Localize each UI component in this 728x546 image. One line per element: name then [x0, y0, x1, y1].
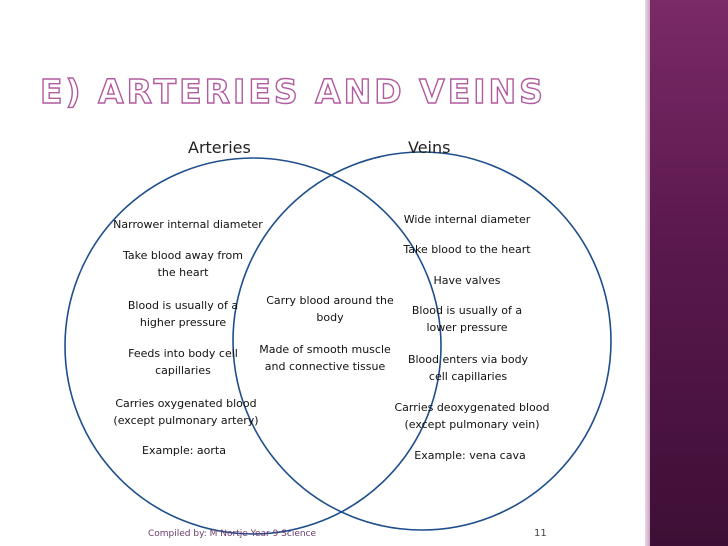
- arteries-item: [108, 297, 258, 331]
- item-line: Take blood to the heart: [403, 243, 531, 256]
- item-line: Feeds into body cell: [128, 347, 238, 360]
- item-line: Example: aorta: [142, 444, 226, 457]
- item-line: lower pressure: [426, 321, 508, 334]
- item-line: the heart: [157, 266, 209, 279]
- arteries-item: [106, 395, 266, 429]
- item-line: cell capillaries: [428, 370, 508, 383]
- item-line: Example: vena cava: [414, 449, 526, 462]
- item-line: Blood is usually of a: [411, 304, 523, 317]
- item-line: Carries oxygenated blood: [115, 397, 257, 410]
- item-line: Blood is usually of a: [127, 299, 239, 312]
- arteries-item: [108, 345, 258, 379]
- veins-item: [395, 447, 545, 464]
- overlap-item: [255, 292, 405, 326]
- veins-label: Veins: [408, 138, 451, 157]
- page-number: 11: [534, 528, 547, 539]
- item-line: Made of smooth muscle: [259, 343, 391, 356]
- item-line: Carry blood around the: [266, 294, 394, 307]
- item-line: Wide internal diameter: [403, 213, 531, 226]
- item-line: body: [316, 311, 344, 324]
- arteries-item: [113, 216, 263, 233]
- arteries-label: Arteries: [188, 138, 251, 157]
- slide-title: E) ARTERIES AND VEINS: [40, 72, 546, 111]
- item-line: and connective tissue: [264, 360, 386, 373]
- veins-item: [392, 241, 542, 258]
- veins-item: [392, 272, 542, 289]
- arteries-item: [109, 442, 259, 459]
- slide-footer: Compiled by: M Nortje Year 9 Science: [148, 529, 317, 539]
- item-line: Blood enters via body: [407, 353, 529, 366]
- item-line: Narrower internal diameter: [113, 218, 263, 231]
- overlap-item: [250, 341, 400, 375]
- veins-item: [392, 211, 542, 228]
- item-line: Have valves: [433, 274, 501, 287]
- arteries-item: [108, 247, 258, 281]
- item-line: Carries deoxygenated blood: [394, 401, 550, 414]
- veins-item: [392, 302, 542, 336]
- veins-item: [393, 351, 543, 385]
- item-line: (except pulmonary artery): [113, 414, 259, 427]
- item-line: Take blood away from: [123, 249, 243, 262]
- item-line: capillaries: [155, 364, 211, 377]
- item-line: higher pressure: [139, 316, 227, 329]
- veins-item: [389, 399, 555, 433]
- item-line: (except pulmonary vein): [404, 418, 540, 431]
